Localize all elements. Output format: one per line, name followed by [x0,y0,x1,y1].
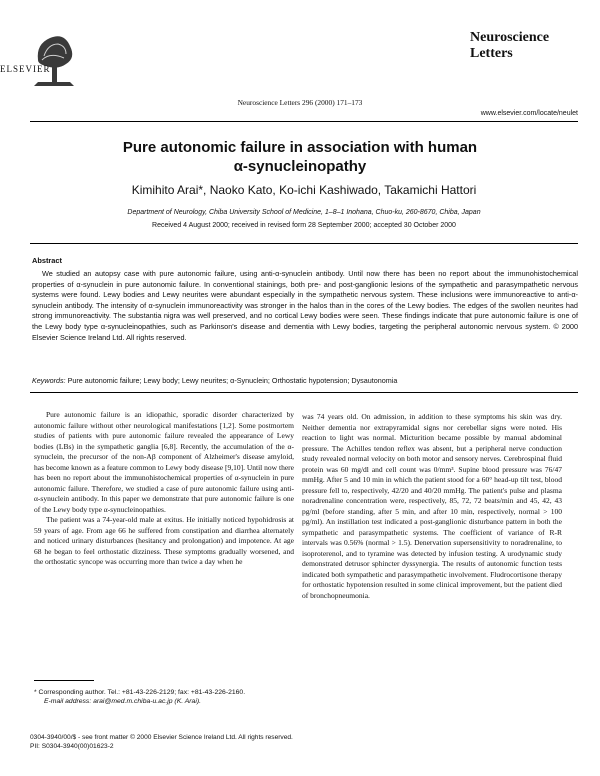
affiliation: Department of Neurology, Chiba University School of Medicine, 1–8–1 Inohana, Chuo-ku, 260-8670, Chiba, Japan [127,209,481,216]
body-left-column [34,410,294,568]
body-paragraph: The patient was a 74-year-old male at exitus. He initially noticed hypohidrosis at 59 years of age. From age 66 he suffered from constipation and diarrhea alternately and noticed urinary disturbances (hesitancy and prolongation) and impotence. At age 68 he began to feel orthostatic dizziness. These symptoms gradually worsened, and the orthostatic syncope was occurring more than twice a day when he [34,515,294,566]
body-paragraph: was 74 years old. On admission, in addition to these symptoms his skin was dry. Neither dementia nor extrapyramidal signs nor cerebellar signs were noted. His reaction to light was normal. Micturition became possible by manual abdominal pressure. The Achilles tendon reflex was absent, but a peripheral nerve conduction study revealed normal velocity on both motor and sensory nerves. Cerebrospinal fluid protein was 60 mg/dl and cell count was 0/mm³. Supine blood pressure was 76/47 mmHg. After 5 and 10 min in which the patient stood for a 60° head-up tilt test, blood pressure fell to, respectively, 42/20 and 40/20 mmHg. The patient's pulse and plasma noradrenaline concentration were, respectively, 85, 72, 72 beats/min and 45, 42, 43 pg/ml (before standing, after 5 min, and after 10 min, respectively, normal > 100 pg/ml). An instillation test indicated a post-ganglionic disturbance pattern in both the sympathetic and parasympathetic systems. The coefficient of variance of R-R intervals was 0.56% (normal > 1.5). Denervation supersensitivity to noradrenaline, to isoproterenol, and to tyramine was detected by infusion testing. A urodynamic study demonstrated detrusor sphincter dyssynergia. The results of autonomic function tests indicated both sympathetic and parasympathetic involvement. Fludrocortisone therapy for orthostatic hypotension resulted in some clinical improvement, but the patient died of bronchopneumonia. [302,412,562,600]
title-line1: Pure autonomic failure in association with human [122,139,478,156]
author-list: Kimihito Arai*, Naoko Kato, Ko-ichi Kashiwado, Takamichi Hattori [131,183,477,197]
journal-website-link[interactable]: www.elsevier.com/locate/neulet [480,110,578,117]
keywords-label: Keywords: [32,376,66,385]
journal-title-line2: Letters [470,46,513,61]
received-dates: Received 4 August 2000; received in revised form 28 September 2000; accepted 30 October 2000 [152,222,456,229]
pii-line: PII: S0304-3940(00)01623-2 [30,743,114,750]
body-paragraph: Pure autonomic failure is an idiopathic, sporadic disorder characterized by autonomic failure without other neurological manifestations [1,2]. Some postmortem studies of patients with pure autonomic failure revealed the appearance of Lewy bodies (LBs) in the sympathetic ganglia [6,8]. Recently, the accumulation of the α-synuclein, the precursor of the non-Aβ component of Alzheimer's disease amyloid, has become known as a feature common to Lewy body disease [9,10]. Until now there has been no report about the immunohistochemical properties of α-synuclein in pure autonomic failure. Therefore, we studied a case of pure autonomic failure using anti-α-synuclein antibody. In this paper we demonstrate that pure autonomic failure is one of the Lewy body type α-synucleinopathies. [34,410,294,514]
corresponding-author-note: * Corresponding author. Tel.: +81-43-226-2129; fax: +81-43-226-2160. [34,689,246,696]
abstract-bottom-rule [30,392,578,393]
keywords-list: Pure autonomic failure; Lewy body; Lewy neurites; α-Synuclein; Orthostatic hypotension; Dysautonomia [67,376,398,385]
abstract-text: We studied an autopsy case with pure autonomic failure, using anti-α-synuclein antibody. Until now there has been no report about the immunohistochemical properties of α-synuclein in pure autonomic failure. In conventional stainings, both pre- and post-ganglionic lesions of the sympathetic and parasympathetic nervous systems were found. Lewy bodies and Lewy neurites were abundant especially in the sympathetic nervous system. These inclusions were immunoreactive to anti-α-synuclein antibody. The intensity of α-synuclein immunoreactivity was stronger in the halos than in the cores of the Lewy bodies. The edges of the swollen neurites had strong immunoreactivity. The substantia nigra was well preserved, and no cortical Lewy bodies were seen. These findings indicate that pure autonomic failure is one of the Lewy body type α-synucleinopathies, such as Parkinson's disease and dementia with Lewy bodies, targeting the peripheral autonomic nervous system. © 2000 Elsevier Science Ireland Ltd. All rights reserved. [32,269,578,342]
email-address: E-mail address: arai@med.m.chiba-u.ac.jp (K. Arai). [44,698,201,705]
footnote [34,688,296,706]
journal-title-line1: Neuroscience [470,30,550,45]
footnote-rule [34,680,94,681]
publisher-name: ELSEVIER [0,64,51,74]
journal-title [470,30,580,62]
article-title [60,138,540,176]
keywords [32,376,578,385]
title-line2: α-synucleinopathy [233,158,367,175]
header-rule [30,121,578,122]
journal-citation: Neuroscience Letters 296 (2000) 171–173 [237,98,363,107]
body-right-column [302,412,562,601]
front-matter [30,733,578,751]
abstract-top-rule [30,243,578,244]
abstract-heading: Abstract [32,256,62,265]
tree-logo-icon [30,30,78,92]
copyright-line: 0304-3940/00/$ - see front matter © 2000 Elsevier Science Ireland Ltd. All rights reserved. [30,734,293,741]
